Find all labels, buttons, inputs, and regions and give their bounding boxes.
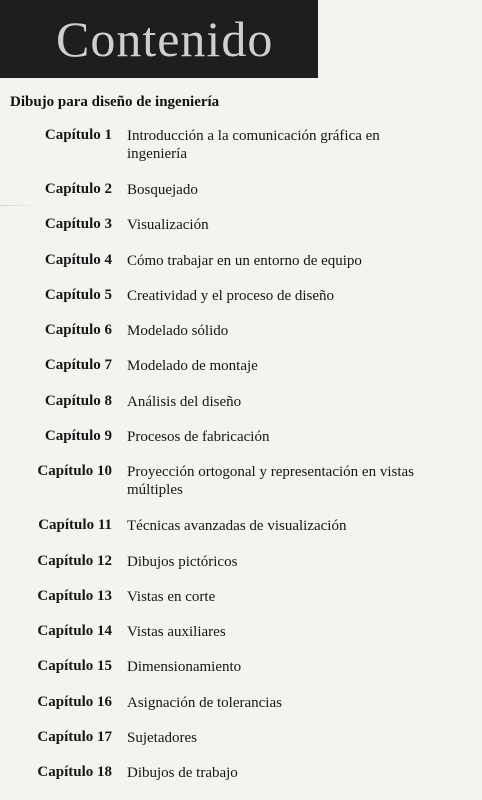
chapter-title: Asignación de tolerancias bbox=[127, 695, 282, 711]
chapter-number: Capítulo 6 bbox=[44, 322, 112, 338]
chapter-title: Modelado sólido bbox=[127, 323, 229, 339]
chapter-number: Capítulo 2 bbox=[44, 181, 112, 197]
section-heading: Dibujo para diseño de ingeniería bbox=[10, 94, 220, 110]
chapter-number: Capítulo 11 bbox=[38, 517, 112, 533]
chapter-number: Capítulo 12 bbox=[37, 553, 112, 569]
chapter-number: Capítulo 10 bbox=[37, 463, 112, 479]
chapter-title: Creatividad y el proceso de diseño bbox=[127, 288, 335, 304]
chapter-number: Capítulo 1 bbox=[44, 127, 112, 143]
chapter-title: Análisis del diseño bbox=[127, 394, 242, 410]
chapter-title: Proyección ortogonal y representación en vistas múltiples bbox=[127, 464, 414, 498]
chapter-number: Capítulo 18 bbox=[37, 764, 112, 780]
chapter-number: Capítulo 15 bbox=[37, 658, 112, 674]
chapter-title: Vistas auxiliares bbox=[127, 624, 226, 640]
chapter-number: Capítulo 14 bbox=[37, 623, 112, 639]
chapter-number: Capítulo 3 bbox=[44, 216, 112, 232]
chapter-number: Capítulo 16 bbox=[37, 694, 112, 710]
chapter-title: Vistas en corte bbox=[127, 589, 216, 605]
page-title: Contenido bbox=[56, 11, 274, 67]
chapter-number: Capítulo 7 bbox=[44, 357, 112, 373]
chapter-title: Introducción a la comunicación gráfica en ingeniería bbox=[127, 128, 380, 162]
chapter-title: Dimensionamiento bbox=[127, 659, 242, 675]
chapter-number: Capítulo 9 bbox=[44, 428, 112, 444]
chapter-number: Capítulo 4 bbox=[44, 252, 112, 268]
chapter-title: Dibujos de trabajo bbox=[127, 765, 238, 781]
chapter-title: Dibujos pictóricos bbox=[127, 554, 238, 570]
chapter-title: Procesos de fabricación bbox=[127, 429, 270, 445]
chapter-title: Visualización bbox=[127, 217, 209, 233]
chapter-number: Capítulo 5 bbox=[44, 287, 112, 303]
chapter-number: Capítulo 17 bbox=[37, 729, 112, 745]
chapter-title: Cómo trabajar en un entorno de equipo bbox=[127, 253, 362, 269]
chapter-number: Capítulo 13 bbox=[37, 588, 112, 604]
chapter-title: Sujetadores bbox=[127, 730, 197, 746]
chapter-title: Técnicas avanzadas de visualización bbox=[127, 518, 347, 534]
chapter-title: Modelado de montaje bbox=[127, 358, 258, 374]
chapter-number: Capítulo 8 bbox=[44, 393, 112, 409]
chapter-title: Bosquejado bbox=[127, 182, 198, 198]
